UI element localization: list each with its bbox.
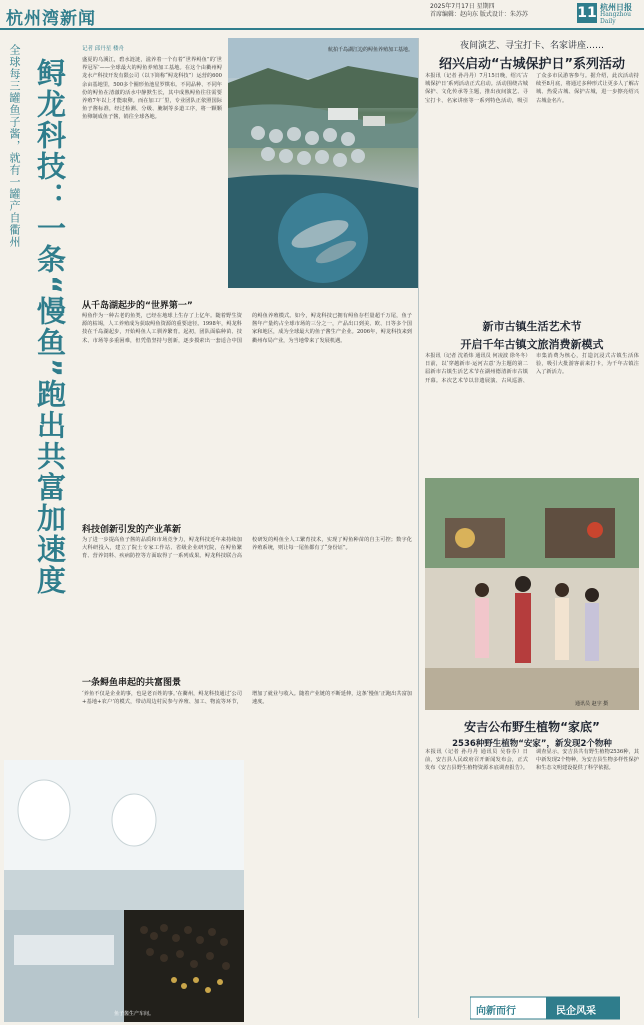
feature-subheadline: 全球每三罐鱼子酱，就有一罐产自衢州 — [8, 44, 21, 248]
ancient-town-festival-illustration — [425, 478, 639, 710]
aerial-photo — [228, 38, 418, 288]
footer-line1: 向新而行 — [476, 1006, 516, 1017]
paper-name — [600, 4, 644, 25]
issue-date: 2025年7月17日 星期四 — [430, 3, 495, 10]
section2-title: 科技创新引发的产业革新 — [82, 525, 182, 535]
festival-photo — [425, 478, 639, 710]
anji-story — [425, 718, 639, 749]
anji-headline2: 2536种野生植物“安家”，新发现2个物种 — [452, 739, 612, 749]
masthead — [0, 0, 644, 30]
footer-line2: 民企风采 — [556, 1006, 596, 1017]
anji-headline1: 安吉公布野生植物“家底” — [464, 720, 600, 734]
feature-headline: 鲟龙科技：一条“慢鱼”跑出共富加速度 — [33, 58, 67, 597]
section1-title: 从千岛湖起步的“世界第一” — [82, 301, 193, 311]
section2-text: 为了进一步提高鱼子酱的品质和市场竞争力，鲟龙科技近年来持续加大科研投入，建立了院士专家工作站、省级企业研究院，在鲟鱼繁育、营养饲料、疾病防控等方面取得了一系列成果。鲟龙科技联合高校研发的鲟鱼全人工繁育技术，实现了鲟鱼种苗的自主可控；数字化养殖系统，则让每一尾鱼都有了“身份证”。 — [82, 537, 412, 560]
editor-credit: 首席编辑：赵向东 版式设计：朱苏苏 — [430, 11, 528, 18]
column-divider — [418, 38, 419, 1018]
xinshi-text: 本报讯（记者 沈希炜 通讯员 何凌波 徐冬冬）日前，以‘穿越新市·运河古意’为主题的第二届新市古镇生活艺术节在湖州德清新市古镇开幕。本次艺术节以非遗展演、古风巡游、市集消费为核心，打造沉浸式古镇生活体验，吸引大批游客前来打卡，为千年古镇注入了新活力。 — [425, 353, 639, 384]
shaoxing-text: 本报讯（记者 孙丹丹）7月15日晚，绍兴‘古城保护日’系列活动正式启动。活动围绕古城保护、文化传承等主题，推出夜间演艺、寻宝打卡、名家讲座等一系列特色活动，吸引了众多市民游客参与。据介绍，此次活动持续至8月底，将通过多种形式让更多人了解古城、热爱古城、保护古城，进一步擦亮绍兴古城金名片。 — [425, 73, 639, 104]
shaoxing-headline: 绍兴启动“古城保护日”系列活动 — [438, 57, 626, 72]
xinshi-headline2: 开启千年古镇文旅消费新模式 — [460, 338, 604, 351]
xinshi-headline1: 新市古镇生活艺术节 — [482, 320, 582, 333]
caviar-photo-caption: 鱼子酱生产车间。 — [114, 1011, 155, 1017]
shaoxing-kicker: 夜间演艺、寻宝打卡、名家讲座…… — [459, 41, 604, 51]
feature-intro: 盛夏的乌溪江，碧水涟涟，滋养着一个有着“世界鲟鱼”的‘世界冠军’——全球最大的鲟鱼养殖加工基地。在这个由衢州鲟龙水产科技开发有限公司（以下简称“鲟龙科技”）运营的600余亩基地里，500多个圈形鱼池星罗棋布。不同品种、不同年份的鲟鱼在清澈的活水中静默生长，其中成熟鲟鱼往往需要养殖7年以上才能取卵。而在加工厂里，专业团队正依照国际鱼子酱标准，经过检测、分级、腌制等多道工序，将一颗颗鱼卵制成鱼子酱，销往全球各地。 — [82, 57, 222, 121]
feature-byline: 记者 邱丹星 楼舟 — [82, 46, 124, 52]
section3-title: 一条鲟鱼串起的共富图景 — [82, 678, 182, 688]
aerial-photo-caption: 航拍千岛湖江边的鲟鱼养殖加工基地。 — [328, 47, 414, 53]
section-title: 杭州湾新闻 — [6, 9, 96, 29]
section3-text: ‘养鱼不仅是企业的事，也是老百姓的事。’在衢州，鲟龙科技通过‘公司+基地+农户’的模式，带动周边村民参与养殖、加工、物流等环节，增加了就业与收入。随着产业链的不断延伸，这条‘慢鱼’正跑出共富加速度。 — [82, 691, 412, 706]
caviar-production-illustration — [4, 760, 244, 1022]
anji-text: 本报讯（记者 孙丹丹 通讯员 吴春芬）日前，安吉县人民政府召开新闻发布会，正式发布《安吉县野生植物资源本底调查报告》。调查显示，安吉县共有野生植物2536种，其中新发现2个物种，为安吉县生物多样性保护和生态文明建设提供了科学依据。 — [425, 749, 639, 772]
shaoxing-story — [425, 38, 639, 72]
date-line — [430, 3, 528, 19]
festival-photo-caption: 通讯员 赵宇 摄 — [575, 701, 609, 707]
paper-title: 杭州日报 — [600, 2, 632, 12]
page-number: 11 — [577, 5, 597, 21]
xinshi-story — [425, 318, 639, 352]
section1-text: 鲟鱼作为一种古老的鱼类，已经在地球上生存了上亿年。随着野生资源的枯竭，人工养殖成为获取鲟鱼资源的重要途径。1998年，鲟龙科技在千岛湖起步，开始鲟鱼人工驯养繁育。起初，团队面临种苗、技术、市场等多重困难，但凭借坚持与创新，逐步摸索出一套适合中国的鲟鱼养殖模式。如今，鲟龙科技已拥有鲟鱼存栏量超千万尾，鱼子酱年产量约占全球市场的三分之一，产品出口到美、欧、日等多个国家和地区，成为全球最大的鱼子酱生产企业。2006年，鲟龙科技来到衢州布局产业，为当地带来了发展机遇。 — [82, 313, 412, 344]
paper-subtitle: Hangzhou Daily — [600, 11, 632, 25]
fish-farm-illustration — [228, 38, 418, 288]
caviar-photo — [4, 760, 244, 1022]
footer-badge — [470, 995, 620, 1021]
